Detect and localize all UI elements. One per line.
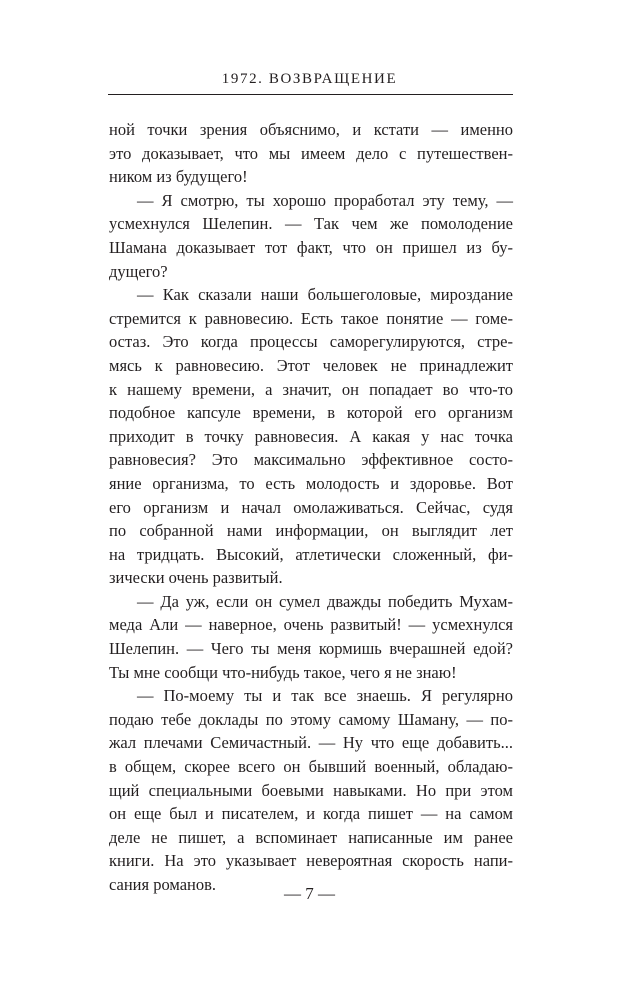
text-line: жал плечами Семичастный. — Ну что еще добавить... [109,733,513,753]
text-line: меда Али — наверное, очень развитый! — усмехнулся [109,615,513,635]
text-line: сания романов. [109,875,217,894]
text-line: Ты мне сообщи что-нибудь такое, чего я не знаю! [109,662,457,682]
text-line: Шамана доказывает тот факт, что он пришел из бу- [109,237,513,257]
text-line: стремится к равновесию. Есть такое понятие — гоме- [109,308,513,328]
header-rule [108,94,513,95]
text-line: — Как сказали наши большеголовые, мироздание [137,285,513,305]
running-head: 1972. ВОЗВРАЩЕНИЕ [221,71,398,87]
text-line: подобное капсуле времени, в которой его организм [109,403,513,423]
text-line: яние организма, то есть молодость и здоровье. Вот [109,473,513,493]
text-line: книги. На это указывает невероятная скорость напи- [109,851,513,871]
text-line: приходит в точку равновесия. А какая у нас точка [109,426,513,446]
text-line: — Я смотрю, ты хорошо проработал эту тему, — [137,190,513,210]
text-line: остаз. Это когда процессы саморегулируются, стре- [109,332,513,352]
text-line: подаю тебе доклады по этому самому Шаману, — по- [109,709,513,729]
text-line: в общем, скорее всего он бывший военный, обладаю- [109,757,513,777]
text-line: Шелепин. — Чего ты меня кормишь вчерашней едой? [109,639,513,659]
text-line: — Да уж, если он сумел дважды победить Мухам- [137,591,513,611]
text-line: щий специальными боевыми навыками. Но при этом [109,780,513,800]
text-line: ной точки зрения объяснимо, и кстати — именно [109,120,513,139]
text-line: он еще был и писателем, и когда пишет — на самом [109,804,513,824]
text-line: мясь к равновесию. Этот человек не принадлежит [109,355,513,375]
text-line: усмехнулся Шелепин. — Так чем же помолодение [109,214,513,234]
text-line: деле не пишет, а вспоминает написанные им ранее [109,827,513,847]
text-line: на тридцать. Высокий, атлетически сложенный, фи- [109,544,513,564]
text-line: равновесия? Это максимально эффективное состо- [109,450,513,470]
text-line: к нашему времени, а значит, он попадает во что-то [109,379,513,399]
text-line: ником из будущего! [109,167,248,187]
text-line: дущего? [109,261,168,281]
text-line: зически очень развитый. [109,568,283,588]
text-line: его организм и начал омолаживаться. Сейчас, судя [109,497,513,517]
text-line: по собранной нами информации, он выглядит лет [109,521,513,541]
page-number: — 7 — [284,884,335,903]
text-line: — По-моему ты и так все знаешь. Я регулярно [137,686,513,706]
body-text [109,118,513,897]
text-line: это доказывает, что мы имеем дело с путешествен- [109,143,513,163]
